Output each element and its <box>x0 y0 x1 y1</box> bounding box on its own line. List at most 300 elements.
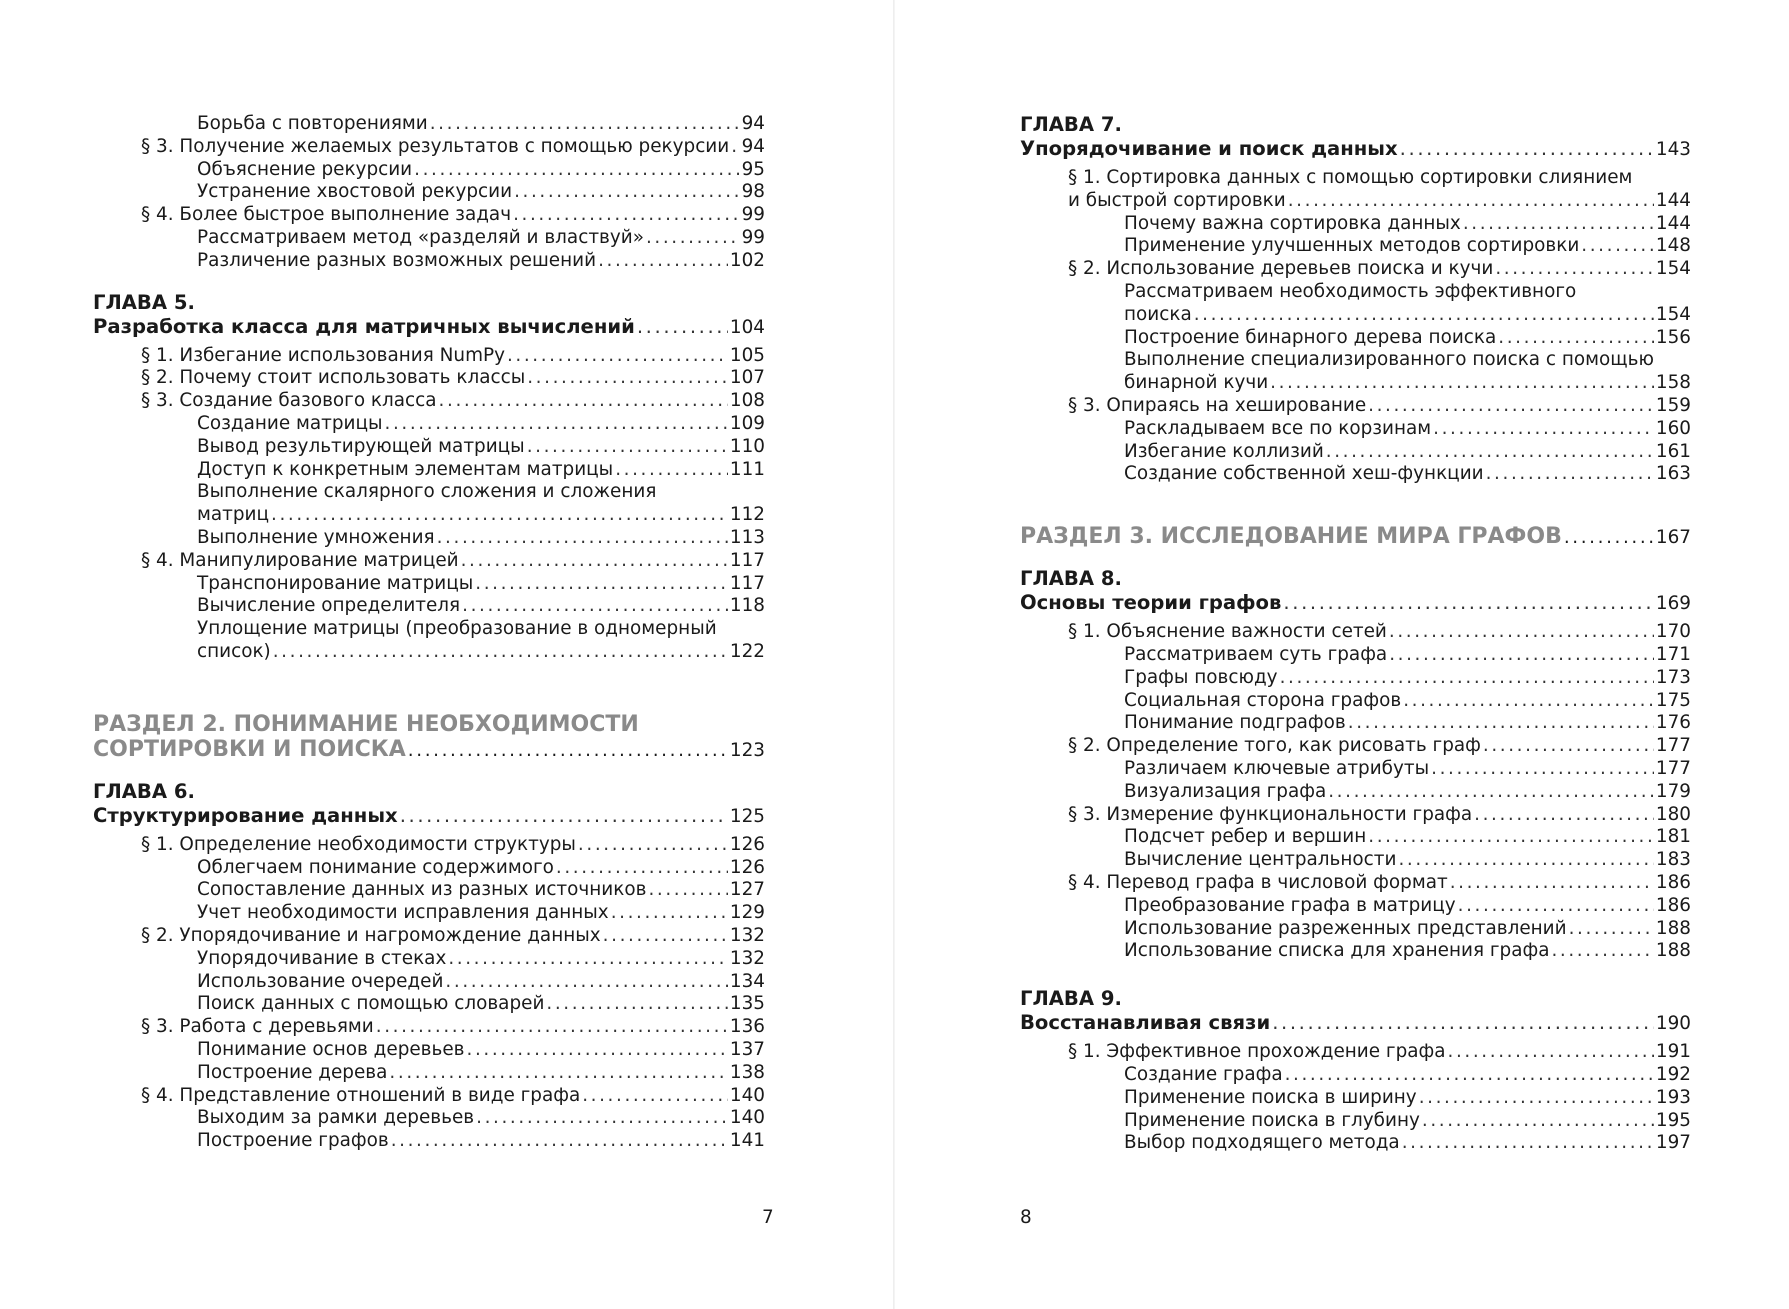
toc-entry-title: Применение поиска в глубину <box>1124 1109 1420 1131</box>
toc-entry-title: Раскладываем все по корзинам <box>1124 417 1432 439</box>
page-ref: 183 <box>1655 849 1691 871</box>
toc-entry[interactable] <box>93 227 765 250</box>
page-ref: 99 <box>741 226 765 248</box>
toc-entry-title: Почему важна сортировка данных <box>1124 212 1461 234</box>
toc-entry-title: § 2. Упорядочивание и нагромождение данных <box>141 924 601 946</box>
toc-entry-title: Выполнение умножения <box>197 526 435 548</box>
toc-entry-title: § 4. Манипулирование матрицей <box>141 549 459 571</box>
toc-entry[interactable] <box>1020 167 1691 213</box>
leader-dots <box>1194 304 1654 327</box>
toc-entry[interactable] <box>1020 418 1691 441</box>
toc-entry[interactable] <box>1020 1087 1691 1110</box>
page-ref: 144 <box>1655 189 1691 211</box>
page-ref: 126 <box>729 833 765 855</box>
page-ref: 159 <box>1655 394 1691 416</box>
toc-entry-title: Объяснение рекурсии <box>197 158 413 180</box>
leader-dots <box>461 550 728 573</box>
toc-entry-title: Графы повсюду <box>1124 666 1278 688</box>
toc-entry-title: список) <box>197 640 271 662</box>
toc-right <box>1020 113 1691 1155</box>
page-ref: 126 <box>729 856 765 878</box>
toc-entry-title: § 1. Эффективное прохождение графа <box>1068 1041 1446 1063</box>
toc-entry[interactable] <box>93 595 765 618</box>
leader-dots <box>1564 525 1654 550</box>
toc-entry-title: Построение графов <box>197 1130 389 1152</box>
toc-entry[interactable] <box>93 1016 765 1039</box>
page-ref: 186 <box>1655 871 1691 893</box>
toc-entry-title: § 4. Перевод графа в числовой формат <box>1068 871 1448 893</box>
leader-dots <box>507 345 728 368</box>
section-heading[interactable] <box>93 712 765 762</box>
page-ref: 167 <box>1655 527 1691 549</box>
page-ref: 138 <box>729 1061 765 1083</box>
leader-dots <box>1402 1132 1654 1155</box>
leader-dots <box>611 902 728 925</box>
toc-entry[interactable] <box>93 573 765 596</box>
leader-dots <box>271 504 728 527</box>
toc-entry[interactable] <box>93 113 765 136</box>
toc-entry-title: § 2. Определение того, как рисовать граф <box>1068 735 1481 757</box>
toc-entry-title: Выбор подходящего метода <box>1124 1132 1400 1154</box>
leader-dots <box>546 993 727 1016</box>
toc-entry-title: Подсчет ребер и вершин <box>1124 826 1367 848</box>
leader-dots <box>1483 735 1654 758</box>
page-ref: 176 <box>1655 712 1691 734</box>
toc-entries-chapter8 <box>1020 621 1691 963</box>
leader-dots <box>603 925 728 948</box>
toc-entry-title: Применение поиска в ширину <box>1124 1086 1417 1108</box>
toc-entry[interactable] <box>1020 804 1691 827</box>
page-ref: 102 <box>729 249 765 271</box>
toc-entry-title: Использование очередей <box>197 970 444 992</box>
toc-entry[interactable] <box>93 1085 765 1108</box>
toc-entry[interactable] <box>1020 395 1691 418</box>
left-page <box>0 0 893 1309</box>
toc-entry-title: Вычисление определителя <box>197 595 461 617</box>
toc-entry[interactable] <box>93 459 765 482</box>
toc-entry[interactable] <box>93 618 765 664</box>
toc-entry[interactable] <box>93 1062 765 1085</box>
chapter-label: ГЛАВА 6. <box>93 779 195 803</box>
page-ref: 94 <box>741 113 765 134</box>
toc-entry-title-line1: Уплощение матрицы (преобразование в одномерный <box>197 618 717 640</box>
page-ref: 95 <box>741 158 765 180</box>
toc-entry[interactable] <box>93 250 765 273</box>
toc-entry[interactable] <box>93 345 765 368</box>
toc-entry-title: Визуализация графа <box>1124 780 1327 802</box>
toc-entry-title: поиска <box>1124 303 1192 325</box>
toc-entry-title: Создание графа <box>1124 1063 1283 1085</box>
toc-entry[interactable] <box>1020 1064 1691 1087</box>
leader-dots <box>414 159 739 182</box>
leader-dots <box>1389 644 1654 667</box>
toc-entry-title: § 3. Работа с деревьями <box>141 1016 374 1038</box>
page-ref: 125 <box>729 805 765 827</box>
leader-dots <box>1474 804 1654 827</box>
toc-entry-title: Понимание основ деревьев <box>197 1038 465 1060</box>
leader-dots <box>1326 441 1654 464</box>
page-ref: 110 <box>729 435 765 457</box>
toc-entry-title: § 4. Более быстрое выполнение задач <box>141 204 512 226</box>
toc-entry-title: Сопоставление данных из разных источников <box>197 879 647 901</box>
chapter-title-row[interactable] <box>1020 1010 1691 1035</box>
toc-entry[interactable] <box>93 834 765 857</box>
toc-entry[interactable] <box>1020 872 1691 895</box>
toc-entry[interactable] <box>1020 667 1691 690</box>
toc-entry-title: Построение дерева <box>197 1061 388 1083</box>
toc-entry-title: Использование разреженных представлений <box>1124 917 1567 939</box>
page-number: 7 <box>762 1207 774 1228</box>
page-ref: 143 <box>1655 139 1691 160</box>
leader-dots <box>1288 190 1654 213</box>
toc-entry[interactable] <box>1020 690 1691 713</box>
toc-entry-title: § 2. Использование деревьев поиска и кучи <box>1068 258 1494 280</box>
page-ref: 186 <box>1655 894 1691 916</box>
page-ref: 170 <box>1655 621 1691 643</box>
page-ref: 193 <box>1655 1086 1691 1108</box>
toc-entry[interactable] <box>93 1107 765 1130</box>
leader-dots <box>1581 235 1654 258</box>
leader-dots <box>1280 667 1654 690</box>
leader-dots <box>1348 712 1654 735</box>
leader-dots <box>1551 940 1653 963</box>
leader-dots <box>1498 327 1654 350</box>
toc-entry-title: Преобразование графа в матрицу <box>1124 894 1456 916</box>
page-ref: 160 <box>1655 417 1691 439</box>
chapter-label: ГЛАВА 7. <box>1020 113 1122 136</box>
page-ref: 105 <box>729 344 765 366</box>
toc-entry-title: Устранение хвостовой рекурсии <box>197 181 513 203</box>
page-ref: 141 <box>729 1130 765 1152</box>
toc-entry-title-line1: Рассматриваем необходимость эффективного <box>1124 280 1577 302</box>
toc-entry[interactable] <box>93 481 765 527</box>
page-ref: 154 <box>1655 258 1691 280</box>
page-ref: 169 <box>1655 593 1691 615</box>
toc-entry-title: Транспонирование матрицы <box>197 572 474 594</box>
leader-dots <box>615 459 728 482</box>
page-ref: 148 <box>1655 235 1691 257</box>
leader-dots <box>475 573 728 596</box>
toc-entry-title: § 1. Определение необходимости структуры <box>141 833 576 855</box>
right-page <box>895 0 1789 1309</box>
leader-dots <box>476 1107 728 1130</box>
page-ref: 191 <box>1655 1041 1691 1063</box>
page-ref: 180 <box>1655 803 1691 825</box>
page-ref: 117 <box>729 572 765 594</box>
page-ref: 137 <box>729 1038 765 1060</box>
page-ref: 161 <box>1655 440 1691 462</box>
toc-entry-title: § 3. Опираясь на хеширование <box>1068 394 1367 416</box>
chapter-title-row[interactable] <box>93 314 765 339</box>
page-number: 8 <box>1020 1207 1032 1228</box>
toc-entry[interactable] <box>1020 235 1691 258</box>
toc-entry-title: § 1. Избегание использования NumPy <box>141 344 505 366</box>
toc-entry[interactable] <box>93 204 765 227</box>
toc-entry-title: Борьба с повторениями <box>197 113 428 134</box>
leader-dots <box>1448 1041 1654 1064</box>
toc-entry[interactable] <box>93 550 765 573</box>
leader-dots <box>1400 136 1654 161</box>
leader-dots <box>430 113 740 136</box>
toc-entry[interactable] <box>1020 781 1691 804</box>
leader-dots <box>1285 1064 1654 1087</box>
toc-entry[interactable] <box>1020 849 1691 872</box>
leader-dots <box>445 971 727 994</box>
page-ref: 132 <box>729 924 765 946</box>
leader-dots <box>513 204 740 227</box>
page-ref: 177 <box>1655 757 1691 779</box>
leader-dots <box>1433 418 1654 441</box>
toc-entry-title-line1: Выполнение скалярного сложения и сложения <box>197 481 657 503</box>
page-ref: 117 <box>729 549 765 571</box>
toc-entries-top <box>93 113 765 273</box>
toc-entry[interactable] <box>1020 281 1691 327</box>
leader-dots <box>1431 758 1654 781</box>
toc-entry[interactable] <box>93 159 765 182</box>
toc-entry-title: Создание матрицы <box>197 412 383 434</box>
section-heading[interactable] <box>1020 524 1691 549</box>
toc-entry[interactable] <box>1020 1132 1691 1155</box>
page-ref: 192 <box>1655 1063 1691 1085</box>
toc-entries-chapter7 <box>1020 167 1691 486</box>
page-ref: 158 <box>1655 372 1691 394</box>
toc-entry-title: Учет необходимости исправления данных <box>197 902 609 924</box>
page-ref: 122 <box>729 640 765 662</box>
toc-entry[interactable] <box>93 1130 765 1153</box>
toc-entry[interactable] <box>1020 735 1691 758</box>
toc-entry-title: матриц <box>197 504 270 526</box>
page-ref: 127 <box>729 879 765 901</box>
page-ref: 112 <box>729 504 765 526</box>
toc-entry[interactable] <box>93 367 765 390</box>
page-ref: 197 <box>1655 1132 1691 1154</box>
leader-dots <box>637 314 728 339</box>
page-ref: 175 <box>1655 689 1691 711</box>
page-ref: 195 <box>1655 1109 1691 1131</box>
leader-dots <box>376 1016 728 1039</box>
leader-dots <box>1398 849 1653 872</box>
page-ref: 144 <box>1655 212 1691 234</box>
chapter-title: Структурирование данных <box>93 803 398 827</box>
toc-left <box>93 113 765 1153</box>
page-ref: 156 <box>1655 326 1691 348</box>
leader-dots <box>385 413 728 436</box>
toc-entry[interactable] <box>1020 621 1691 644</box>
page-ref: 113 <box>729 526 765 548</box>
toc-entries-chapter5 <box>93 345 765 664</box>
toc-entry[interactable] <box>93 181 765 204</box>
page-ref: 173 <box>1655 666 1691 688</box>
toc-entry[interactable] <box>93 413 765 436</box>
toc-entry[interactable] <box>93 948 765 971</box>
leader-dots <box>1422 1110 1654 1133</box>
leader-dots <box>273 641 728 664</box>
toc-entry[interactable] <box>1020 895 1691 918</box>
toc-entry[interactable] <box>1020 758 1691 781</box>
page-ref: 98 <box>741 181 765 203</box>
chapter-title: Основы теории графов <box>1020 591 1282 615</box>
page-ref: 188 <box>1655 940 1691 962</box>
page-ref: 140 <box>729 1107 765 1129</box>
leader-dots <box>598 250 728 273</box>
leader-dots <box>1283 590 1653 615</box>
toc-entry-title: Понимание подграфов <box>1124 712 1346 734</box>
page-ref: 129 <box>729 902 765 924</box>
section-title-line2: СОРТИРОВКИ И ПОИСКА <box>93 736 406 762</box>
leader-dots <box>400 803 728 828</box>
page-ref: 99 <box>741 204 765 226</box>
page-ref: 123 <box>729 739 765 761</box>
toc-entry[interactable] <box>1020 213 1691 236</box>
page-ref: 188 <box>1655 917 1691 939</box>
chapter-title-row[interactable] <box>1020 136 1691 161</box>
toc-entries-chapter6 <box>93 834 765 1153</box>
page-ref: 163 <box>1655 463 1691 485</box>
toc-entry[interactable] <box>1020 826 1691 849</box>
leader-dots <box>439 390 728 413</box>
toc-entry[interactable] <box>1020 463 1691 486</box>
chapter-title: Восстанавливая связи <box>1020 1011 1271 1035</box>
leader-dots <box>1368 395 1654 418</box>
page-ref: 94 <box>741 135 765 157</box>
chapter-label: ГЛАВА 5. <box>93 290 195 314</box>
toc-entry[interactable] <box>1020 1110 1691 1133</box>
leader-dots <box>1450 872 1654 895</box>
page-ref: 136 <box>729 1016 765 1038</box>
leader-dots <box>1458 895 1654 918</box>
page-ref: 140 <box>729 1084 765 1106</box>
toc-entry[interactable] <box>1020 349 1691 395</box>
leader-dots <box>514 181 740 204</box>
section-title: РАЗДЕЛ 3. ИССЛЕДОВАНИЕ МИРА ГРАФОВ <box>1020 524 1562 550</box>
toc-entry[interactable] <box>1020 644 1691 667</box>
toc-entry[interactable] <box>93 436 765 459</box>
toc-entry[interactable] <box>93 527 765 550</box>
leader-dots <box>556 857 728 880</box>
toc-entry[interactable] <box>1020 1041 1691 1064</box>
leader-dots <box>1368 826 1654 849</box>
toc-entry-title: Рассматриваем суть графа <box>1124 643 1388 665</box>
toc-entry-title: § 4. Представление отношений в виде графа <box>141 1084 581 1106</box>
page-ref: 134 <box>729 970 765 992</box>
toc-entry-title: Использование списка для хранения графа <box>1124 940 1550 962</box>
page-ref: 104 <box>729 316 765 338</box>
toc-entry[interactable] <box>93 925 765 948</box>
toc-entry[interactable] <box>1020 712 1691 735</box>
leader-dots <box>389 1062 727 1085</box>
leader-dots <box>1403 690 1654 713</box>
page-ref: 108 <box>729 390 765 412</box>
leader-dots <box>437 527 728 550</box>
chapter-title: Разработка класса для матричных вычислений <box>93 314 635 338</box>
page-ref: 179 <box>1655 780 1691 802</box>
leader-dots <box>648 879 727 902</box>
leader-dots <box>1569 918 1654 941</box>
toc-entry-title-line1: § 1. Сортировка данных с помощью сортировки слиянием <box>1068 167 1633 188</box>
page-ref: 171 <box>1655 643 1691 665</box>
toc-entry-title: Создание собственной хеш-функции <box>1124 463 1484 485</box>
leader-dots <box>1389 621 1654 644</box>
toc-entry[interactable] <box>1020 940 1691 963</box>
toc-entry-title: Применение улучшенных методов сортировки <box>1124 235 1580 257</box>
toc-entry-title: и быстрой сортировки <box>1068 189 1286 211</box>
leader-dots <box>582 1085 728 1108</box>
page-ref: 132 <box>729 947 765 969</box>
toc-entries-chapter9 <box>1020 1041 1691 1155</box>
toc-entry-title: Построение бинарного дерева поиска <box>1124 326 1497 348</box>
toc-entry-title-line1: Выполнение специализированного поиска с помощью <box>1124 349 1654 371</box>
page-ref: 118 <box>729 595 765 617</box>
page-ref: 177 <box>1655 735 1691 757</box>
toc-entry[interactable] <box>1020 327 1691 350</box>
toc-entry-title: Социальная сторона графов <box>1124 689 1402 711</box>
leader-dots <box>1463 213 1654 236</box>
leader-dots <box>1272 1010 1654 1035</box>
leader-dots <box>1495 258 1654 281</box>
toc-entry-title: Различаем ключевые атрибуты <box>1124 757 1430 779</box>
toc-entry[interactable] <box>93 993 765 1016</box>
toc-entry-title: § 3. Измерение функциональности графа <box>1068 803 1473 825</box>
toc-entry[interactable] <box>93 1039 765 1062</box>
toc-entry-title: Выходим за рамки деревьев <box>197 1107 475 1129</box>
toc-entry[interactable] <box>93 136 765 159</box>
leader-dots <box>527 367 728 390</box>
section-title-line1: РАЗДЕЛ 2. ПОНИМАНИЕ НЕОБХОДИМОСТИ <box>93 711 639 737</box>
chapter-label: ГЛАВА 8. <box>1020 567 1122 591</box>
toc-entry[interactable] <box>1020 441 1691 464</box>
leader-dots <box>527 436 728 459</box>
leader-dots <box>408 738 728 763</box>
leader-dots <box>731 136 739 159</box>
page-ref: 109 <box>729 412 765 434</box>
page-ref: 154 <box>1655 303 1691 325</box>
toc-entry[interactable] <box>93 879 765 902</box>
toc-entry-title: Поиск данных с помощью словарей <box>197 993 545 1015</box>
toc-entry-title: Облегчаем понимание содержимого <box>197 856 554 878</box>
page-ref: 135 <box>729 993 765 1015</box>
toc-entry[interactable] <box>93 902 765 925</box>
leader-dots <box>467 1039 728 1062</box>
leader-dots <box>1328 781 1654 804</box>
toc-entry[interactable] <box>1020 258 1691 281</box>
page-ref: 107 <box>729 367 765 389</box>
toc-entry-title: Упорядочивание в стеках <box>197 947 447 969</box>
chapter-title-row[interactable] <box>1020 590 1691 615</box>
toc-entry-title: § 3. Создание базового класса <box>141 390 437 412</box>
toc-entry[interactable] <box>93 857 765 880</box>
toc-entry-title: Рассматриваем метод «разделяй и властвуй» <box>197 226 644 248</box>
leader-dots <box>1419 1087 1654 1110</box>
toc-entry-title: бинарной кучи <box>1124 372 1269 394</box>
toc-entry-title: § 3. Получение желаемых результатов с помощью рекурсии <box>141 135 730 157</box>
page-ref: 190 <box>1655 1013 1691 1035</box>
chapter-title: Упорядочивание и поиск данных <box>1020 137 1398 160</box>
leader-dots <box>1270 372 1654 395</box>
chapter-title-row[interactable] <box>93 803 765 828</box>
toc-entry[interactable] <box>1020 918 1691 941</box>
toc-entry-title: § 1. Объяснение важности сетей <box>1068 621 1387 643</box>
leader-dots <box>462 595 728 618</box>
toc-entry[interactable] <box>93 971 765 994</box>
leader-dots <box>578 834 728 857</box>
page-ref: 181 <box>1655 826 1691 848</box>
toc-entry-title: Вывод результирующей матрицы <box>197 435 525 457</box>
leader-dots <box>646 227 740 250</box>
toc-entry-title: Различение разных возможных решений <box>197 249 597 271</box>
toc-entry-title: Избегание коллизий <box>1124 440 1324 462</box>
toc-entry[interactable] <box>93 390 765 413</box>
leader-dots <box>391 1130 728 1153</box>
